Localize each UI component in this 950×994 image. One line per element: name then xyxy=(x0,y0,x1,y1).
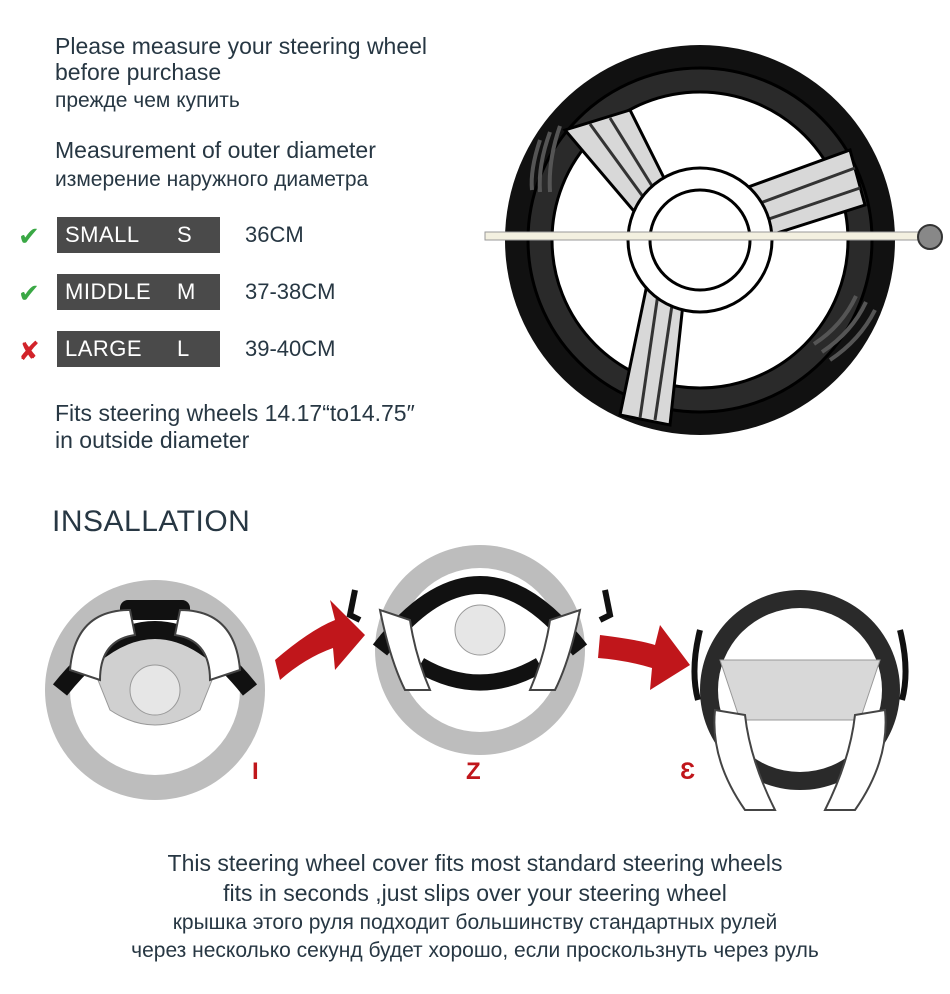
size-code: S xyxy=(177,222,193,247)
step-2-wheel xyxy=(350,545,610,755)
size-box-small xyxy=(57,217,220,253)
header-line-1: Please measure your steering wheel xyxy=(55,33,428,59)
size-label: SMALL xyxy=(65,222,140,247)
measurement-title-ru: измерение наружного диаметра xyxy=(55,168,369,191)
header-line-2: before purchase xyxy=(55,59,222,85)
step-3-wheel xyxy=(694,590,905,810)
footer-line-4-ru: через несколько секунд будет хорошо, если проскользнуть через руль xyxy=(131,939,819,962)
measurement-title: Measurement of outer diameter xyxy=(55,137,376,163)
footer-line-1: This steering wheel cover fits most standard steering wheels xyxy=(167,850,783,876)
size-label: MIDDLE xyxy=(65,279,152,304)
cross-icon: ✘ xyxy=(18,336,40,366)
size-box-middle xyxy=(57,274,220,310)
step-number-3: Ɛ xyxy=(680,758,696,785)
size-value: 37-38CM xyxy=(245,279,336,304)
size-code: M xyxy=(177,279,196,304)
footer-line-3-ru: крышка этого руля подходит большинству стандартных рулей xyxy=(172,911,778,934)
check-icon: ✔ xyxy=(18,221,40,251)
fits-line-2: in outside diameter xyxy=(55,427,250,453)
steering-wheel-measure-illustration xyxy=(470,40,950,460)
installation-steps-illustration xyxy=(0,540,950,830)
step-number-2: Z xyxy=(466,758,481,785)
step-1-wheel xyxy=(45,580,265,800)
size-label: LARGE xyxy=(65,336,143,361)
footer-line-2: fits in seconds ,just slips over your steering wheel xyxy=(223,880,727,906)
size-value: 36CM xyxy=(245,222,304,247)
header-line-3-ru: прежде чем купить xyxy=(55,89,240,112)
arrow-icon xyxy=(598,625,690,690)
step-number-1: I xyxy=(252,758,259,785)
installation-title: INSALLATION xyxy=(52,505,251,538)
size-value: 39-40CM xyxy=(245,336,336,361)
size-box-large xyxy=(57,331,220,367)
fits-line-1: Fits steering wheels 14.17“to14.75″ xyxy=(55,400,415,426)
check-icon: ✔ xyxy=(18,278,40,308)
size-code: L xyxy=(177,336,190,361)
